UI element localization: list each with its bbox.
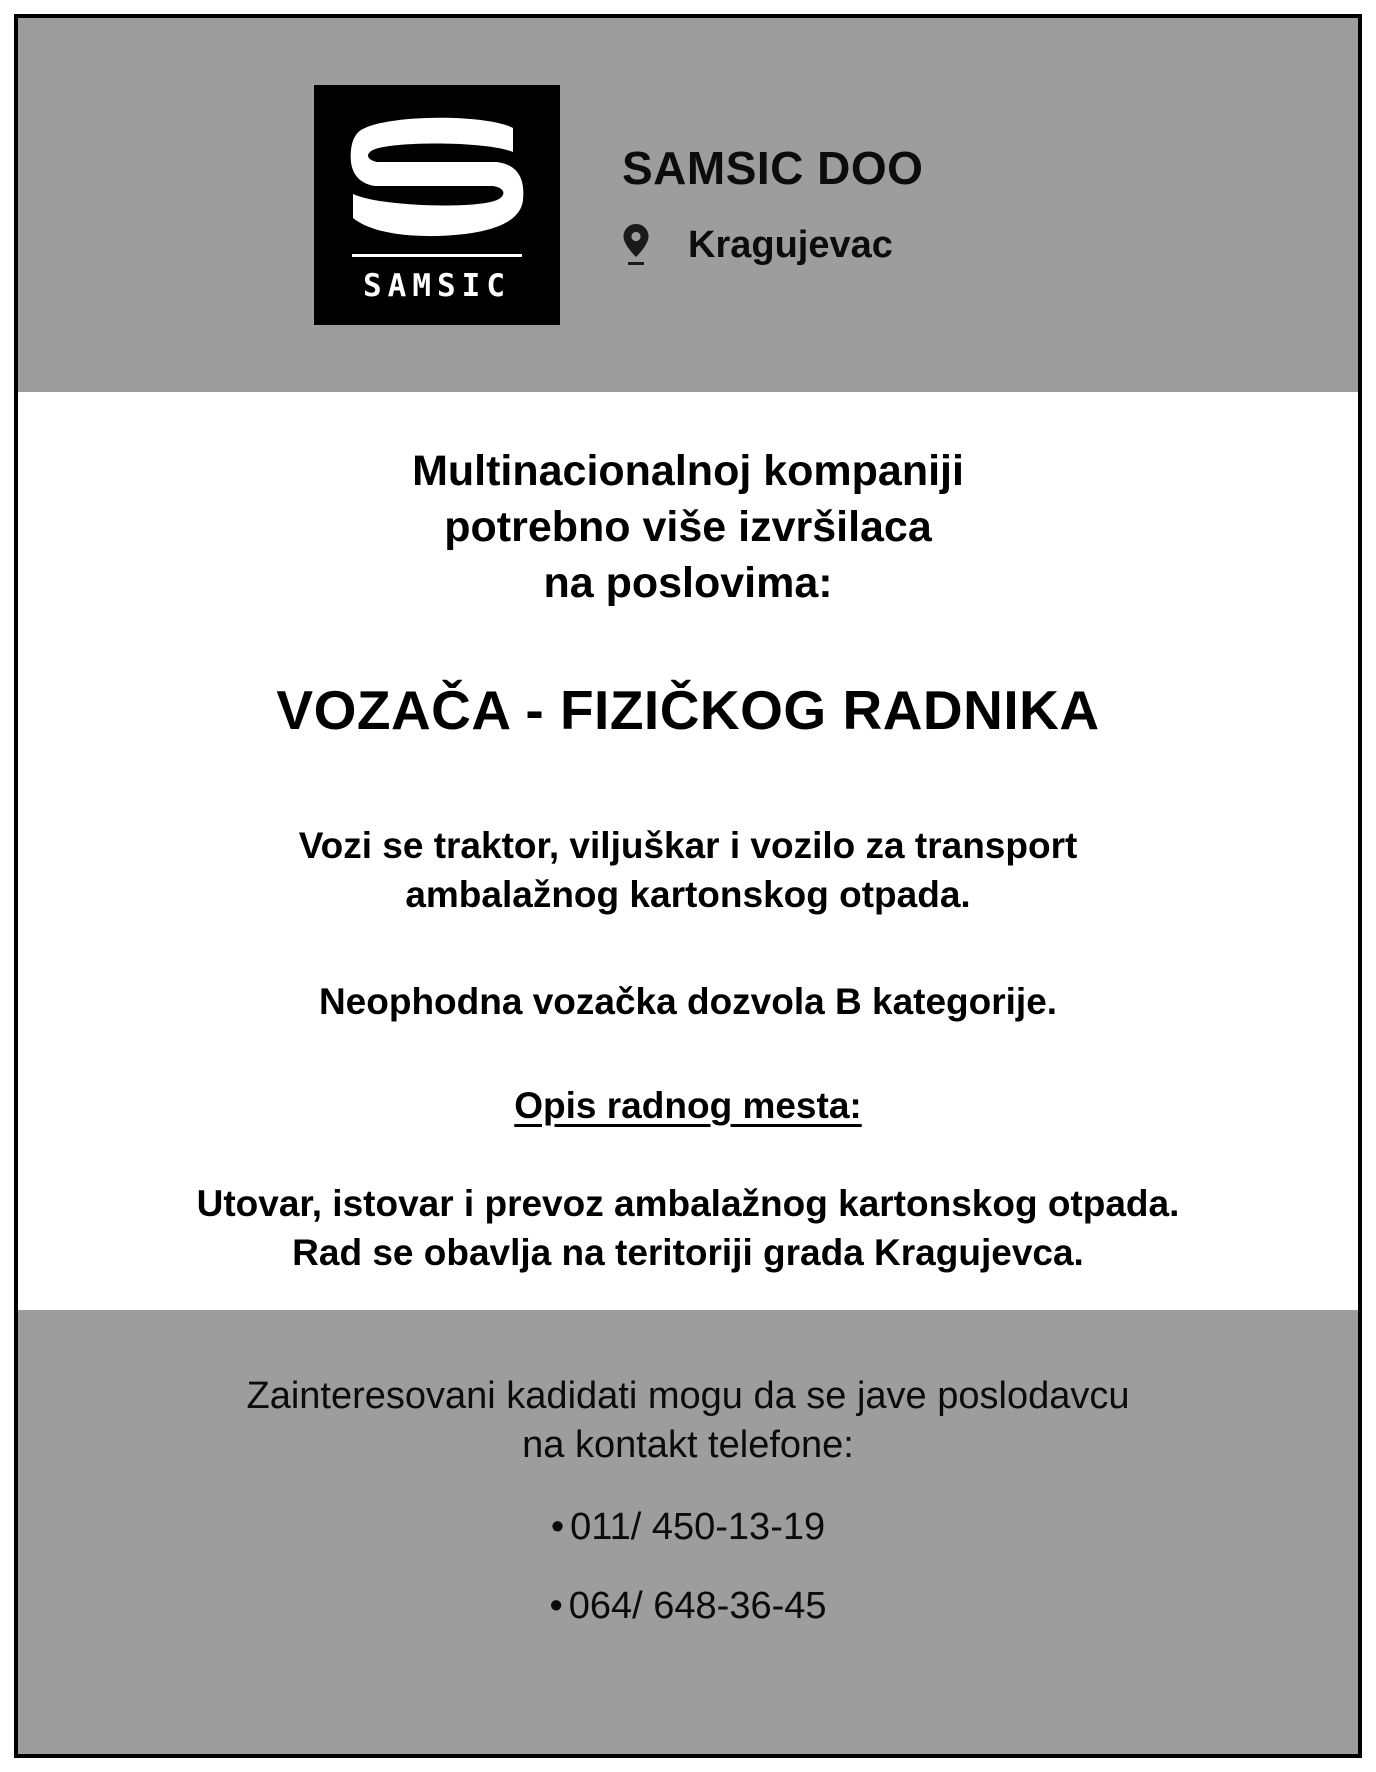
bullet-icon: • (549, 1585, 563, 1628)
contact-lead-line-2: na kontakt telefone: (522, 1424, 854, 1467)
contact-lead-line-1: Zainteresovani kadidati mogu da se jave poslodavcu (246, 1375, 1130, 1417)
job-title: VOZAČA - FIZIČKOG RADNIKA (276, 678, 1100, 741)
company-name: SAMSIC DOO (622, 141, 924, 194)
duties-line-2: ambalažnog kartonskog otpada. (405, 874, 971, 915)
intro-line-2: potrebno više izvršilaca (444, 502, 932, 551)
ad-body (18, 392, 1358, 1310)
ad-header (18, 18, 1358, 392)
intro-line-3: na poslovima: (543, 558, 833, 607)
job-advertisement-card (14, 14, 1362, 1758)
company-logo (314, 85, 560, 325)
logo-wordmark: SAMSIC (363, 268, 511, 304)
phone-2-value: 064/ 648-36-45 (568, 1585, 827, 1628)
contact-lead (18, 1372, 1358, 1471)
company-info (622, 143, 923, 268)
location-label: Kragujevac (688, 223, 893, 266)
phone-number-1 (18, 1505, 1358, 1551)
job-description-paragraph (18, 1179, 1358, 1278)
bullet-icon: • (550, 1505, 565, 1548)
phone-1-value: 011/ 450-13-19 (570, 1505, 826, 1548)
description-line-1: Utovar, istovar i prevoz ambalažnog kartonskog otpada. (196, 1182, 1180, 1224)
duties-paragraph (18, 822, 1358, 920)
intro-line-1: Multinacionalnoj kompaniji (412, 447, 964, 495)
intro-text (18, 444, 1358, 612)
map-pin-icon (622, 223, 650, 267)
description-line-2: Rad se obavlja na teritoriji grada Kragujevca. (292, 1232, 1084, 1274)
job-description-heading: Opis radnog mesta: (514, 1084, 862, 1126)
ad-footer (18, 1310, 1358, 1754)
license-requirement: Neophodna vozačka dozvola B kategorije. (318, 980, 1058, 1022)
duties-line-1: Vozi se traktor, viljuškar i vozilo za transport (298, 825, 1078, 867)
phone-number-2 (18, 1584, 1358, 1630)
company-location (622, 223, 923, 267)
samsic-s-logo-icon (347, 108, 527, 240)
logo-divider (352, 254, 522, 257)
